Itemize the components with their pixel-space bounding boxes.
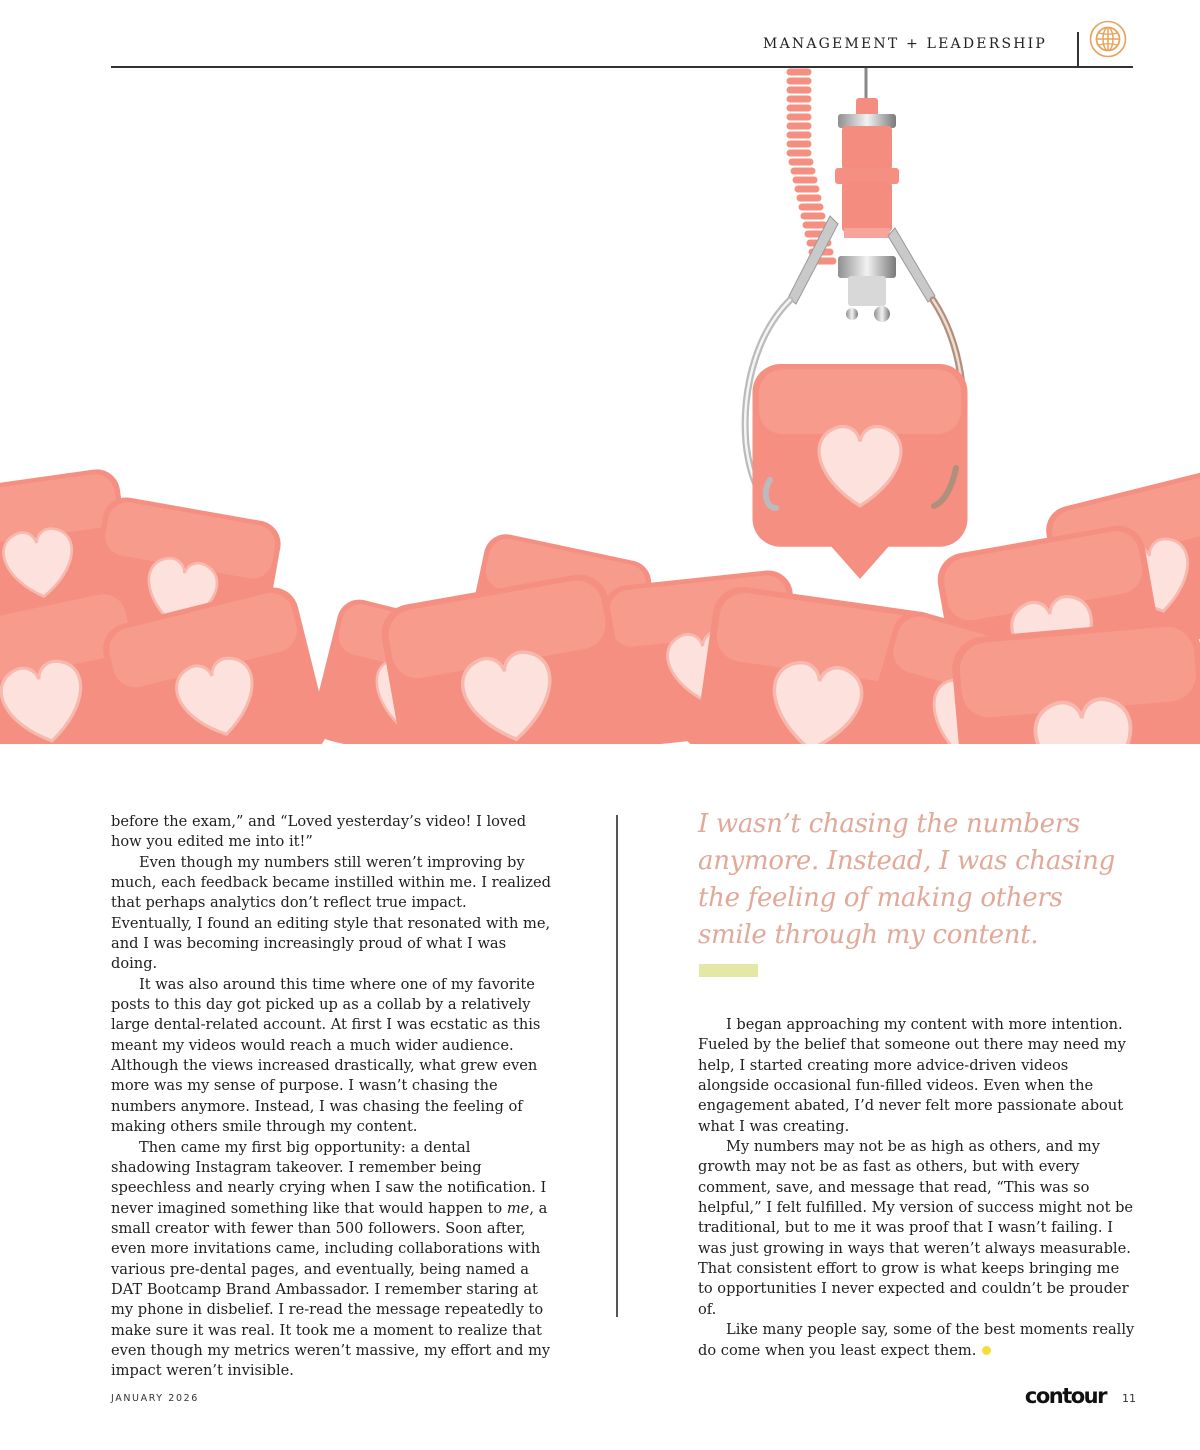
- paragraph: My numbers may not be as high as others, and my growth may not be as fast as others, but with every comment, save, and message that read, “This was so helpful,” I felt fulfilled. My version of success might not be traditional, but to me it was proof that I wasn’t failing. I was just growing in ways that weren’t always measurable. That consistent effort to grow is what keeps bringing me to opportunities I never expected and couldn’t be prouder of.: [698, 1138, 1134, 1318]
- paragraph-text: , a small creator with fewer than 500 followers. Soon after, even more invitations came, including collaborations with various pre-dental pages, and eventually, being named a DAT Bootcamp Brand Ambassador. I remember staring at my phone in disbelief. I re-read the message repeatedly to make sure it was real. It took me a moment to realize that even though my metrics weren’t massive, my effort and my impact weren’t invisible.: [111, 1199, 551, 1380]
- pull-quote: I wasn’t chasing the numbers anymore. Instead, I was chasing the feeling of making others smile through my content.: [698, 809, 1115, 950]
- page-header: [111, 0, 1133, 68]
- paragraph: [698, 1320, 1136, 1361]
- paragraph-text: Then came my first big opportunity: a dental shadowing Instagram takeover. I remember being speechless and nearly crying when I saw the notification. I never imagined something like that would happen to: [111, 1138, 547, 1217]
- paragraph: I began approaching my content with more intention. Fueled by the belief that someone out there may need my help, I started creating more advice-driven videos alongside occasional fun-filled videos. Even when the engagement abated, I’d never felt more passionate about what I was creating.: [698, 1016, 1126, 1135]
- pull-quote-accent-bar: [699, 964, 758, 977]
- paragraph: before the exam,” and “Loved yesterday’s video! I loved how you edited me into it!”: [111, 813, 527, 851]
- paragraph-text: Like many people say, some of the best moments really do come when you least expect them.: [698, 1321, 1135, 1359]
- issue-date: JANUARY 2026: [111, 1393, 199, 1404]
- header-divider: [1077, 32, 1079, 68]
- end-mark-icon: [982, 1346, 991, 1355]
- paragraph: It was also around this time where one of my favorite posts to this day got picked up as a collab by a relatively large dental-related account. At first I was ecstatic as this meant my videos would reach a much wider audience. Although the views increased drastically, what grew even more was my sense of purpose. I wasn’t chasing the numbers anymore. Instead, I was chasing the feeling of making others smile through my content.: [111, 975, 541, 1136]
- paragraph: [111, 1138, 551, 1382]
- magazine-logo: contour: [1024, 1384, 1106, 1408]
- column-divider: [616, 815, 618, 1317]
- claw-machine-heart-illustration: [0, 68, 1200, 744]
- emphasis-text: me: [506, 1199, 530, 1217]
- article-left-column: [111, 812, 551, 1382]
- page-number: 11: [1122, 1392, 1136, 1405]
- globe-icon: [1089, 20, 1127, 58]
- section-label: MANAGEMENT + LEADERSHIP: [763, 36, 1047, 52]
- paragraph: Even though my numbers still weren’t improving by much, each feedback became instilled within me. I realized that perhaps analytics don’t reflect true impact. Eventually, I found an editing style that resonated with me, and I was becoming increasingly proud of what I was doing.: [111, 853, 551, 973]
- article-right-column: [698, 1015, 1136, 1361]
